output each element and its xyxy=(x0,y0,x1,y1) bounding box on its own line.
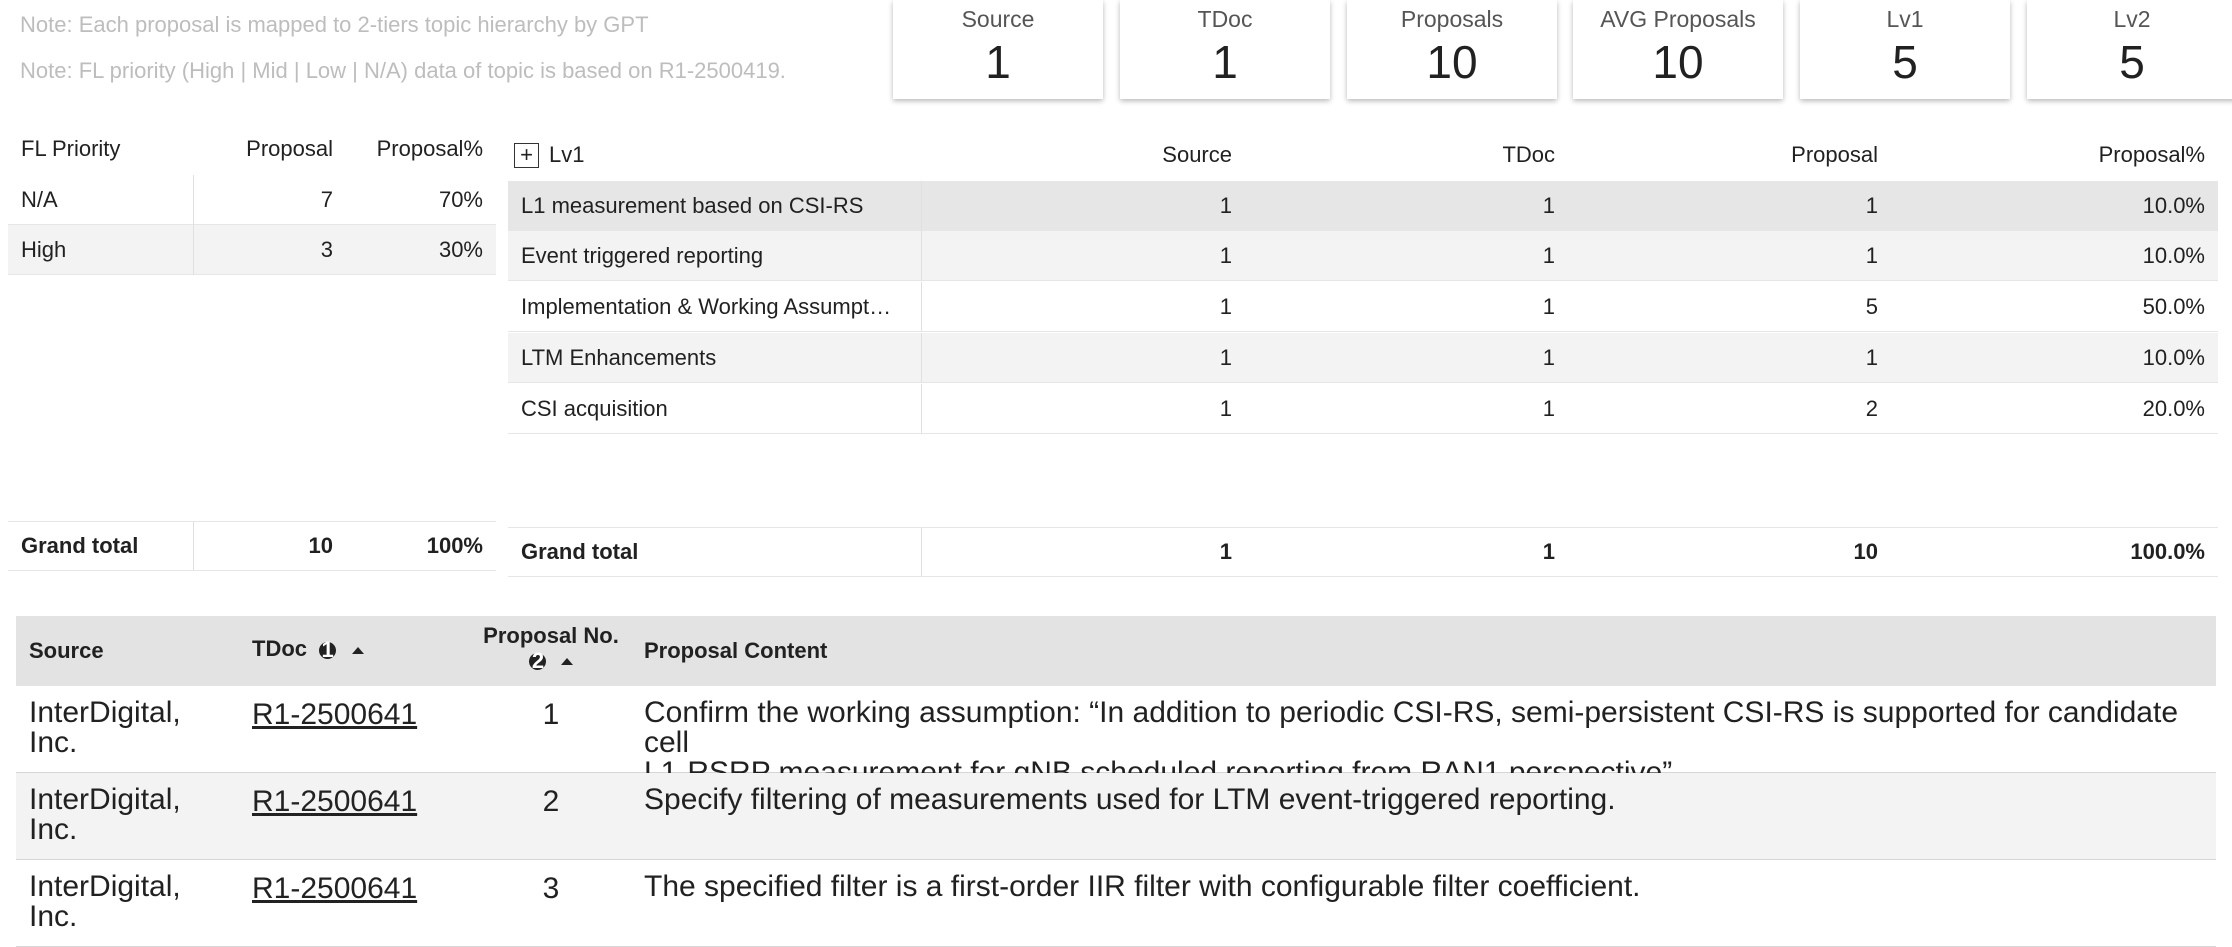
cell: CSI acquisition xyxy=(508,384,922,434)
cell: Implementation & Working Assumpt… xyxy=(508,282,922,332)
column-header-label: Lv1 xyxy=(549,142,585,167)
cell: 70% xyxy=(346,175,496,225)
table-header-row xyxy=(508,130,2218,180)
column-header-lv1[interactable] xyxy=(508,130,922,180)
cell: 1 xyxy=(922,231,1245,281)
cell: 1 xyxy=(1568,181,1891,231)
note-fl-priority: Note: FL priority (High | Mid | Low | N/A) data of topic is based on R1-2500419. xyxy=(20,58,786,83)
cell: 1 xyxy=(1245,333,1568,383)
kpi-value: 10 xyxy=(1426,36,1478,88)
cell: 10.0% xyxy=(1891,181,2218,231)
lv1-table xyxy=(508,130,2218,580)
source-cell xyxy=(29,698,181,758)
cell: Grand total xyxy=(8,522,194,571)
table-row[interactable] xyxy=(8,175,496,225)
kpi-label: Lv1 xyxy=(1886,6,1924,32)
cell: Grand total xyxy=(508,528,922,577)
kpi-value: 5 xyxy=(2119,36,2145,88)
tdoc-link[interactable]: R1-2500641 xyxy=(252,698,418,731)
kpi-value: 1 xyxy=(985,36,1011,88)
column-header-proposal-no[interactable] xyxy=(466,624,636,672)
source-cell xyxy=(29,785,181,845)
proposal-no-cell: 3 xyxy=(542,872,560,905)
sort-index-badge: 1 xyxy=(319,642,336,659)
column-header-label: Proposal No. xyxy=(483,623,619,648)
cell: 7 xyxy=(194,175,346,225)
kpi-card-source xyxy=(893,0,1103,99)
kpi-card-proposals xyxy=(1347,0,1557,99)
table-row[interactable] xyxy=(508,333,2218,383)
table-row[interactable] xyxy=(16,860,2216,947)
kpi-card-avg-proposals xyxy=(1573,0,1783,99)
cell: 1 xyxy=(922,333,1245,383)
cell: 30% xyxy=(346,225,496,275)
source-line: InterDigital, xyxy=(29,870,181,903)
kpi-card-lv2 xyxy=(2027,0,2232,99)
proposal-no-cell: 2 xyxy=(542,785,560,818)
cell: 3 xyxy=(194,225,346,275)
kpi-label: Proposals xyxy=(1400,6,1504,32)
table-row[interactable] xyxy=(16,773,2216,860)
cell: 1 xyxy=(1245,231,1568,281)
kpi-label: Lv2 xyxy=(2113,6,2151,32)
sort-index-badge: 2 xyxy=(529,653,546,670)
sort-ascending-icon xyxy=(352,647,364,654)
proposal-grid xyxy=(16,616,2216,933)
proposal-content-cell: The specified filter is a first-order IIR filter with configurable filter coefficient. xyxy=(644,870,1641,903)
kpi-value: 5 xyxy=(1892,36,1918,88)
cell: 1 xyxy=(1568,333,1891,383)
cell: 5 xyxy=(1568,282,1891,332)
table-row[interactable] xyxy=(508,231,2218,281)
cell: 20.0% xyxy=(1891,384,2218,434)
source-line: Inc. xyxy=(29,900,78,933)
kpi-value: 1 xyxy=(1212,36,1238,88)
plus-box-icon[interactable]: + xyxy=(514,143,539,168)
column-header[interactable]: Source xyxy=(1162,142,1232,167)
column-header[interactable]: Proposal xyxy=(1791,142,1878,167)
cell: 1 xyxy=(1245,384,1568,434)
cell: 1 xyxy=(1245,181,1568,231)
kpi-card-tdoc xyxy=(1120,0,1330,99)
table-row[interactable] xyxy=(508,282,2218,332)
cell: L1 measurement based on CSI-RS xyxy=(508,181,922,231)
table-header-row xyxy=(8,124,496,174)
content-line: Confirm the working assumption: “In addition to periodic CSI-RS, semi-persistent CSI-RS is supported for candidate cell xyxy=(644,696,2178,759)
column-header[interactable]: Proposal% xyxy=(376,136,483,161)
kpi-card-lv1 xyxy=(1800,0,2010,99)
fl-priority-table xyxy=(8,124,496,574)
proposal-no-cell: 1 xyxy=(542,698,560,731)
cell: 10.0% xyxy=(1891,333,2218,383)
column-header[interactable]: TDoc xyxy=(1502,142,1555,167)
cell: 10.0% xyxy=(1891,231,2218,281)
kpi-label: Source xyxy=(961,6,1035,32)
cell: 10 xyxy=(194,522,346,571)
proposal-content-cell: Specify filtering of measurements used for LTM event-triggered reporting. xyxy=(644,783,1616,816)
cell: 1 xyxy=(922,384,1245,434)
table-row[interactable] xyxy=(508,384,2218,434)
column-header-source[interactable]: Source xyxy=(29,638,104,663)
column-header[interactable]: Proposal xyxy=(246,136,333,161)
cell: 100.0% xyxy=(1891,528,2218,577)
grand-total-row xyxy=(8,521,496,571)
grid-header-row xyxy=(16,616,2216,686)
cell: 1 xyxy=(922,282,1245,332)
column-header[interactable]: Proposal% xyxy=(2098,142,2205,167)
table-row[interactable] xyxy=(16,686,2216,773)
cell: LTM Enhancements xyxy=(508,333,922,383)
tdoc-link[interactable]: R1-2500641 xyxy=(252,785,418,818)
table-row[interactable] xyxy=(508,181,2218,231)
source-line: InterDigital, xyxy=(29,783,181,816)
column-header-tdoc[interactable] xyxy=(252,636,364,662)
column-header-content[interactable]: Proposal Content xyxy=(644,638,828,663)
cell: 1 xyxy=(1245,528,1568,577)
source-line: InterDigital, xyxy=(29,696,181,729)
table-row[interactable] xyxy=(8,225,496,275)
column-header-label: TDoc xyxy=(252,636,307,661)
cell: Event triggered reporting xyxy=(508,231,922,281)
cell: 1 xyxy=(1245,282,1568,332)
source-line: Inc. xyxy=(29,813,78,846)
source-line: Inc. xyxy=(29,726,78,759)
kpi-label: TDoc xyxy=(1197,6,1253,32)
cell: 1 xyxy=(922,181,1245,231)
column-header[interactable]: FL Priority xyxy=(21,136,121,161)
cell: 50.0% xyxy=(1891,282,2218,332)
cell: 100% xyxy=(346,522,496,571)
cell: 10 xyxy=(1568,528,1891,577)
cell: N/A xyxy=(8,175,194,225)
source-cell xyxy=(29,872,181,932)
cell: 1 xyxy=(1568,231,1891,281)
grand-total-row xyxy=(508,527,2218,577)
kpi-label: AVG Proposals xyxy=(1600,6,1756,32)
note-gpt-mapping: Note: Each proposal is mapped to 2-tiers topic hierarchy by GPT xyxy=(20,12,649,37)
cell: 2 xyxy=(1568,384,1891,434)
sort-ascending-icon xyxy=(561,658,573,665)
cell: High xyxy=(8,225,194,275)
cell: 1 xyxy=(922,528,1245,577)
kpi-value: 10 xyxy=(1652,36,1704,88)
sort-indicator xyxy=(466,648,636,672)
tdoc-link[interactable]: R1-2500641 xyxy=(252,872,418,905)
